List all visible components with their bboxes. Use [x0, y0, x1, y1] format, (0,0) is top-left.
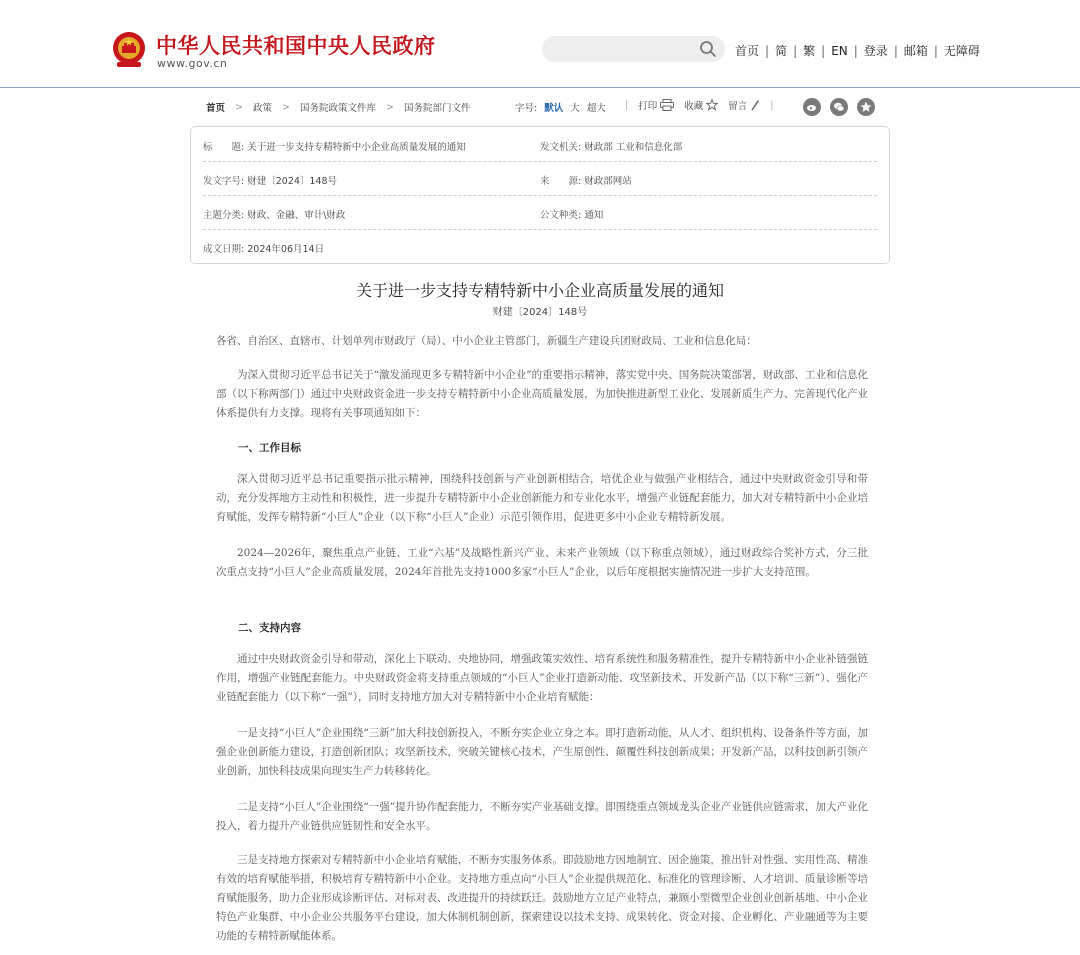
article-paragraph: 二是支持“小巨人”企业围绕“一强”提升协作配套能力，不断夯实产业基础支撑。即围绕重点领域龙头企业产业链供应链需求，加大产业化投入，着力提升产业链供应链韧性和安全水平。	[216, 801, 868, 832]
section-heading: 二、支持内容	[238, 622, 301, 634]
comment-button[interactable]	[728, 98, 760, 112]
divider: |	[933, 43, 938, 58]
top-links	[735, 42, 980, 59]
breadcrumb-department-docs[interactable]: 国务院部门文件	[403, 103, 471, 114]
info-source	[540, 173, 632, 187]
link-traditional[interactable]: 繁	[803, 44, 816, 58]
chevron-right-icon: >	[282, 101, 290, 113]
article-paragraph: 通过中央财政资金引导和带动，深化上下联动、央地协同，增强政策实效性、培育系统性和服务精准性，提升专精特新中小企业补链强链作用，增强产业链配套能力。中央财政资金将支持重点领域的“小巨人”企业打造新动能、攻坚新技术、开发新产品（以下称“三新”）、强化产业链配套能力（以下称“一强”），同时支持地方加大对专精特新中小企业培育赋能：	[216, 653, 868, 703]
title-label: 标 题:	[203, 142, 245, 153]
printer-icon	[660, 99, 674, 111]
article-title: 关于进一步支持专精特新中小企业高质量发展的通知	[355, 281, 724, 300]
divider: |	[793, 43, 798, 58]
breadcrumb-home[interactable]: 首页	[206, 103, 226, 114]
search-icon[interactable]	[699, 40, 717, 58]
link-accessibility[interactable]: 无障碍	[943, 44, 980, 58]
info-row	[203, 127, 877, 162]
topic-label: 主题分类:	[203, 210, 245, 221]
link-home[interactable]: 首页	[735, 44, 760, 58]
article-paragraph: 深入贯彻习近平总书记重要指示批示精神，围绕科技创新与产业创新相结合，培优企业与做强产业相结合，通过中央财政资金引导和带动，充分发挥地方主动性和积极性，进一步提升专精特新中小企业创新能力和专业化水平，增强产业链配套能力，加大对专精特新中小企业培育赋能，发挥专精特新“小巨人”企业（以下称“小巨人”企业）示范引领作用，促进更多中小企业专精特新发展。	[216, 473, 868, 523]
favorite-label: 收藏	[684, 101, 704, 112]
font-size-large[interactable]: 大	[570, 103, 580, 114]
info-docno	[203, 173, 337, 187]
site-url: www.gov.cn	[157, 57, 228, 70]
divider: |	[765, 43, 770, 58]
link-english[interactable]: EN	[831, 43, 848, 58]
article-salutation: 各省、自治区、直辖市、计划单列市财政厅（局）、中小企业主管部门，新疆生产建设兵团财政局、工业和信息化局：	[216, 335, 757, 347]
search-input[interactable]	[554, 39, 698, 61]
font-size-default[interactable]: 默认	[544, 103, 564, 114]
info-title	[203, 139, 466, 153]
link-mail[interactable]: 邮箱	[903, 44, 928, 58]
divider: |	[625, 99, 629, 111]
article-paragraph: 2024—2026年，聚焦重点产业链、工业“六基”及战略性新兴产业、未来产业领域（以下称重点领域），通过财政综合奖补方式，分三批次重点支持“小巨人”企业高质量发展，2024年首批先支持1000多家“小巨人”企业，以后年度根据实施情况进一步扩大支持范围。	[216, 547, 868, 578]
info-row	[203, 229, 877, 263]
info-date	[203, 241, 324, 255]
breadcrumb-policy-library[interactable]: 国务院政策文件库	[299, 103, 376, 114]
breadcrumb-policy[interactable]: 政策	[252, 103, 272, 114]
chevron-right-icon: >	[385, 101, 394, 113]
link-simplified[interactable]: 简	[775, 44, 788, 58]
article-paragraph: 为深入贯彻习近平总书记关于“激发涌现更多专精特新中小企业”的重要指示精神，落实党中央、国务院决策部署，财政部、工业和信息化部（以下称两部门）通过中央财政资金进一步支持专精特新中小企业高质量发展，为加快推进新型工业化、发展新质生产力、完善现代化产业体系提供有力支撑。现将有关事项通知如下：	[216, 369, 868, 419]
link-login[interactable]: 登录	[863, 44, 888, 58]
docno-value: 财建〔2024〕148号	[247, 176, 338, 187]
star-icon	[706, 99, 718, 111]
font-size-label: 字号:	[515, 103, 538, 114]
section-heading: 一、工作目标	[238, 442, 301, 454]
site-title[interactable]: 中华人民共和国中央人民政府	[156, 33, 436, 58]
docno-label: 发文字号:	[203, 176, 245, 187]
font-size-xlarge[interactable]: 超大	[586, 103, 606, 114]
info-row	[203, 161, 877, 196]
info-row	[203, 195, 877, 230]
info-topic	[203, 207, 345, 221]
title-value: 关于进一步支持专精特新中小企业高质量发展的通知	[247, 142, 466, 153]
article-paragraph: 三是支持地方探索对专精特新中小企业培育赋能，不断夯实服务体系。即鼓励地方因地制宜、因企施策，推出针对性强、实用性高、精准有效的培育赋能举措，积极培育专精特新中小企业。支持地方重点向“小巨人”企业提供规范化、标准化的管理诊断、人才培训、质量诊断等培育赋能服务，助力企业形成诊断评估、对标对表、改进提升的持续跃迁。鼓励地方立足产业特点，兼顾小型微型企业创业创新基地、中小企业特色产业集群、中小企业公共服务平台建设，加大体制机制创新，探索建设以技术支持、成果转化、资金对接、企业孵化、产业融通等为主要功能的专精特新赋能体系。	[216, 854, 868, 942]
pencil-icon	[750, 99, 760, 111]
comment-label: 留言	[728, 101, 748, 112]
source-label: 来 源:	[540, 176, 582, 187]
weibo-share-icon[interactable]	[803, 98, 821, 116]
info-issuer	[540, 139, 682, 153]
print-button[interactable]	[638, 98, 674, 112]
divider: |	[821, 43, 826, 58]
date-value: 2024年06月14日	[247, 244, 325, 255]
qzone-share-icon[interactable]	[857, 98, 875, 116]
chevron-right-icon: >	[235, 101, 243, 113]
issuer-label: 发文机关:	[540, 142, 582, 153]
favorite-button[interactable]	[684, 98, 718, 112]
topic-value: 财政、金融、审计\财政	[247, 210, 346, 221]
issuer-value: 财政部 工业和信息化部	[584, 142, 683, 153]
date-label: 成文日期:	[203, 244, 245, 255]
article-tools	[625, 98, 783, 112]
site-header	[0, 0, 1080, 88]
source-value: 财政部网站	[584, 176, 632, 187]
print-label: 打印	[638, 101, 658, 112]
national-emblem-icon[interactable]	[111, 31, 147, 69]
document-info-table	[190, 126, 890, 264]
type-value: 通知	[584, 210, 604, 221]
search-box[interactable]	[542, 36, 725, 62]
header-divider	[0, 87, 1080, 88]
divider: |	[770, 99, 774, 111]
divider: |	[853, 43, 858, 58]
font-size-switch	[515, 100, 606, 114]
type-label: 公文种类:	[540, 210, 582, 221]
article-paragraph: 一是支持“小巨人”企业围绕“三新”加大科技创新投入，不断夯实企业立身之本。即打造新动能，从人才、组织机构、设备条件等方面，加强企业创新能力建设，打造创新团队；攻坚新技术，突破关键核心技术，产生原创性、颠覆性科技创新成果；开发新产品，以科技创新引领产业创新，加快科技成果向现实生产力转移转化。	[216, 727, 868, 777]
divider: |	[893, 43, 898, 58]
breadcrumb	[206, 100, 470, 114]
wechat-share-icon[interactable]	[830, 98, 848, 116]
article-doc-number: 财建〔2024〕148号	[492, 307, 588, 318]
info-type	[540, 207, 603, 221]
